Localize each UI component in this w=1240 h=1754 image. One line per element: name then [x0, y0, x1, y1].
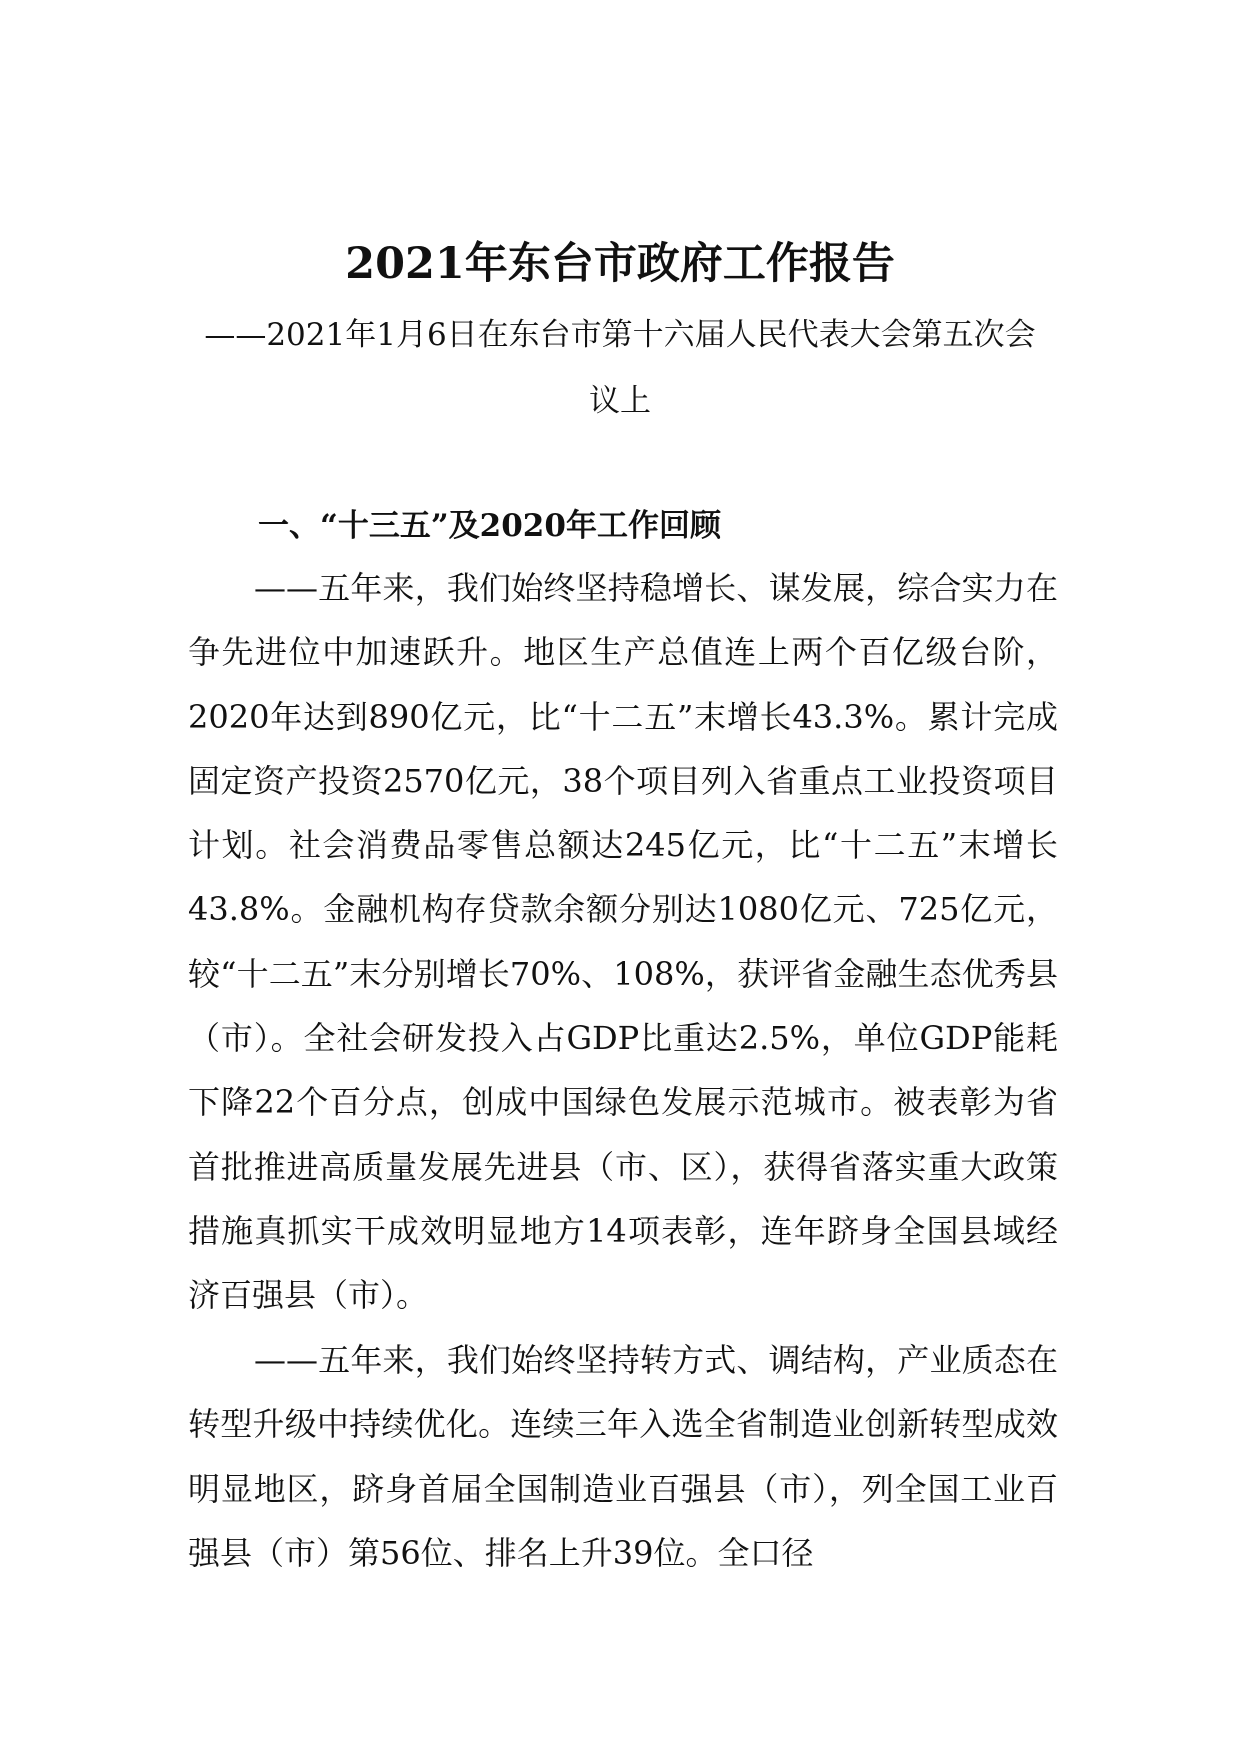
document-subtitle: ——2021年1月6日在东台市第十六届人民代表大会第五次会议上	[204, 317, 1036, 419]
body-paragraph: ——五年来，我们始终坚持稳增长、谋发展，综合实力在争先进位中加速跃升。地区生产总值连上两个百亿级台阶，2020年达到890亿元，比“十二五”末增长43.3%。累计完成固定资产投资2570亿元，38个项目列入省重点工业投资项目计划。社会消费品零售总额达245亿元，比“十二五”末增长43.8%。金融机构存贷款余额分别达1080亿元、725亿元，较“十二五”末分别增长70%、108%，获评省金融生态优秀县（市）。全社会研发投入占GDP比重达2.5%，单位GDP能耗下降22个百分点，创成中国绿色发展示范城市。被表彰为省首批推进高质量发展先进县（市、区），获得省落实重大政策措施真抓实干成效明显地方14项表彰，连年跻身全国县域经济百强县（市）。	[188, 569, 1058, 1315]
document-title: 2021年东台市政府工作报告	[345, 239, 895, 289]
body-paragraph: ——五年来，我们始终坚持转方式、调结构，产业质态在转型升级中持续优化。连续三年入选全省制造业创新转型成效明显地区，跻身首届全国制造业百强县（市），列全国工业百强县（市）第56位、排名上升39位。全口径	[188, 1341, 1058, 1572]
section-heading: 一、“十三五”及2020年工作回顾	[258, 508, 721, 544]
